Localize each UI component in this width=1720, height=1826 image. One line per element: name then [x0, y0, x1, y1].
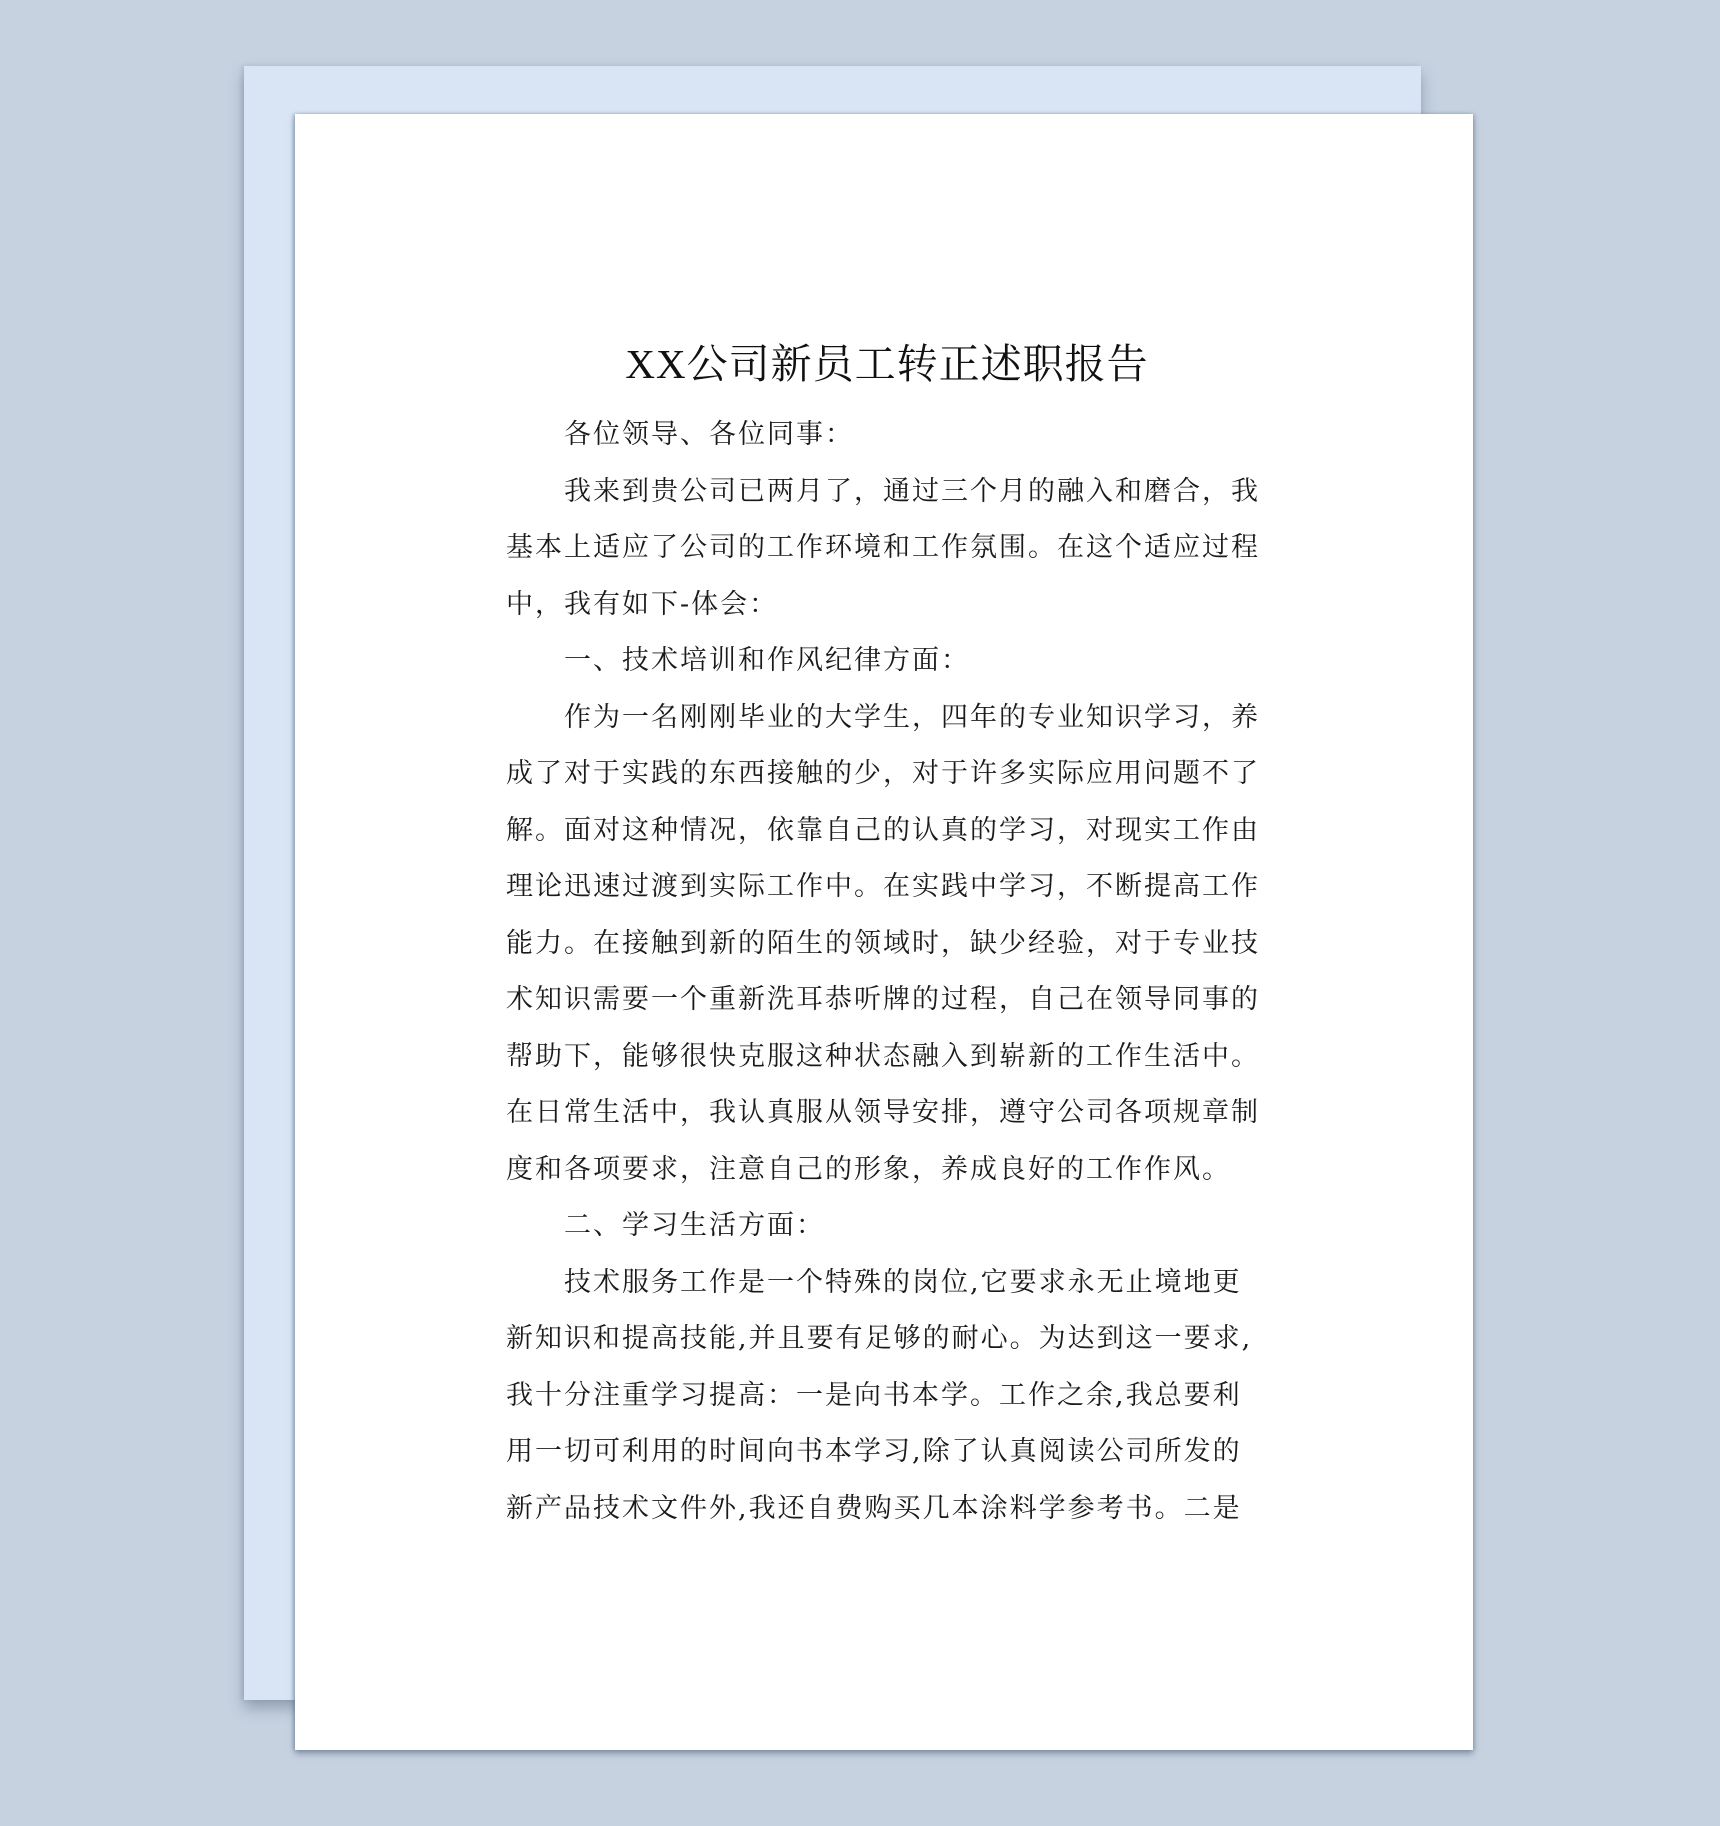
- body-line: 新产品技术文件外,我还自费购买几本涂料学参考书。二是: [506, 1492, 1242, 1524]
- body-line: 作为一名刚刚毕业的大学生，四年的专业知识学习，养: [564, 701, 1260, 733]
- body-line: 度和各项要求，注意自己的形象，养成良好的工作作风。: [506, 1153, 1231, 1185]
- body-line: 中，我有如下-体会：: [506, 588, 779, 620]
- body-line: 术知识需要一个重新洗耳恭听牌的过程，自己在领导同事的: [506, 984, 1260, 1015]
- body-line: 解。面对这种情况，依靠自己的认真的学习，对现实工作由: [506, 814, 1260, 846]
- document-body: [506, 407, 1262, 1537]
- body-line: 我来到贵公司已两月了，通过三个月的融入和磨合，我: [564, 475, 1260, 507]
- body-line: 在日常生活中，我认真服从领导安排，遵守公司各项规章制: [506, 1097, 1260, 1128]
- section-heading-2: 二、学习生活方面：: [564, 1210, 825, 1241]
- body-line: 帮助下，能够很快克服这种状态融入到崭新的工作生活中。: [506, 1040, 1260, 1072]
- body-line: 技术服务工作是一个特殊的岗位,它要求永无止境地更: [564, 1266, 1242, 1298]
- section-heading-1: 一、技术培训和作风纪律方面：: [564, 645, 970, 676]
- body-line: 基本上适应了公司的工作环境和工作氛围。在这个适应过程: [506, 532, 1260, 563]
- body-line: 新知识和提高技能,并且要有足够的耐心。为达到这一要求,: [506, 1323, 1253, 1354]
- body-line: 能力。在接触到新的陌生的领域时，缺少经验，对于专业技: [506, 927, 1260, 959]
- body-line: 成了对于实践的东西接触的少，对于许多实际应用问题不了: [506, 758, 1260, 789]
- document-title: XX公司新员工转正述职报告: [625, 341, 1149, 387]
- body-line: 用一切可利用的时间向书本学习,除了认真阅读公司所发的: [506, 1436, 1242, 1467]
- salutation-line: 各位领导、各位同事：: [564, 419, 854, 450]
- body-line: 我十分注重学习提高：一是向书本学。工作之余,我总要利: [506, 1379, 1242, 1411]
- body-line: 理论迅速过渡到实际工作中。在实践中学习，不断提高工作: [506, 871, 1260, 902]
- document-page: [295, 114, 1473, 1750]
